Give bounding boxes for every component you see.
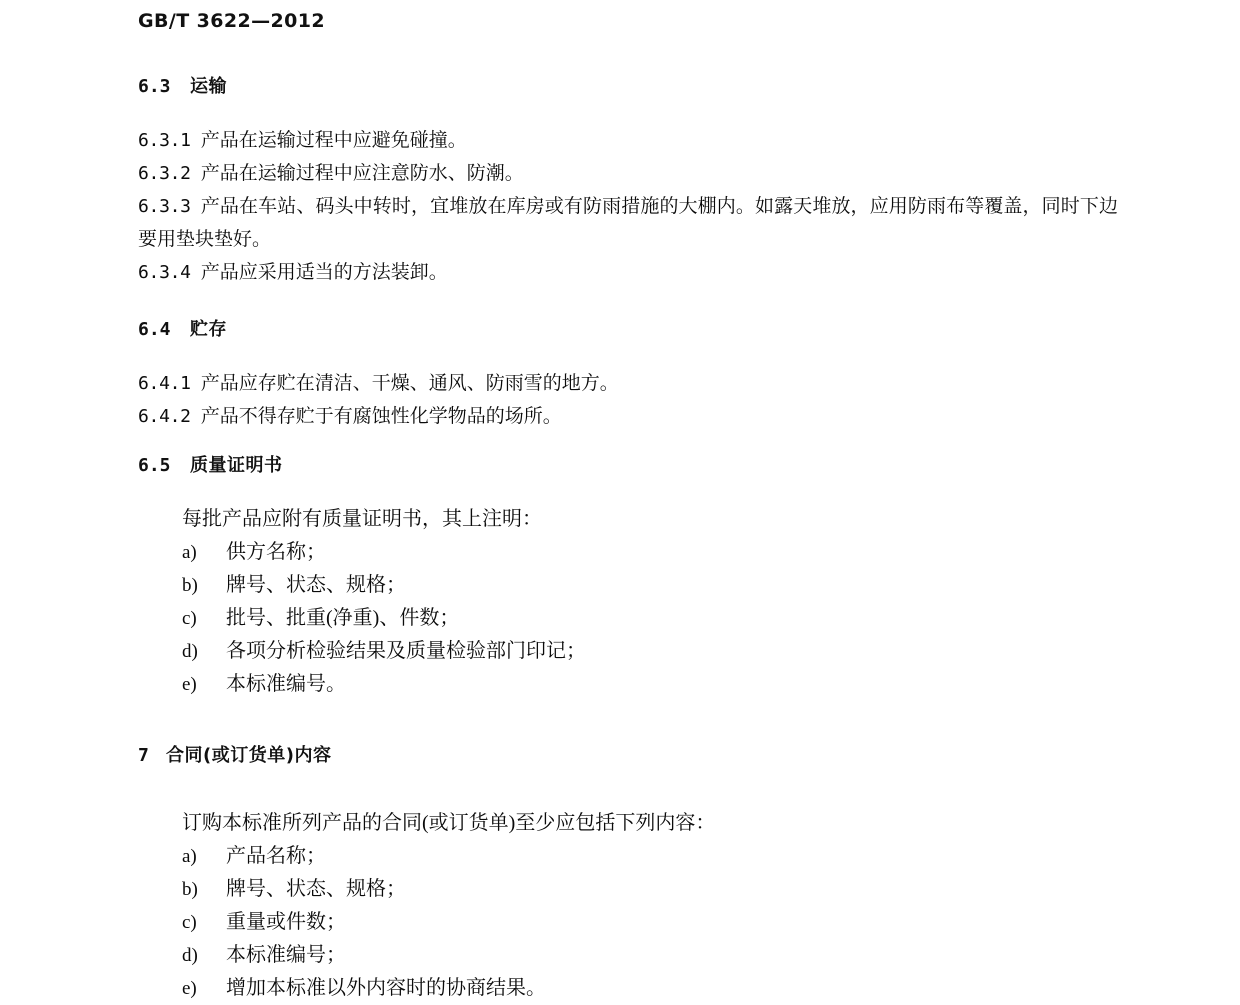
- section-number: 6.5: [138, 455, 171, 476]
- clause-number: 6.3.4: [138, 262, 191, 283]
- clause-6-3-1: [138, 124, 1118, 157]
- clause-text: 产品应采用适当的方法装卸。: [200, 261, 448, 283]
- section-6-5-lead-text: 每批产品应附有质量证明书，其上注明：: [182, 508, 542, 530]
- list-item: [138, 668, 1118, 701]
- list-item-label: a): [182, 542, 197, 563]
- section-number: 6.3: [138, 76, 171, 97]
- section-title: 运输: [190, 76, 227, 97]
- clause-text: 产品在运输过程中应避免碰撞。: [200, 129, 467, 151]
- list-item-text: 供方名称；: [226, 541, 326, 563]
- list-item-label: b): [182, 879, 198, 900]
- list-item: [138, 840, 1118, 873]
- list-item-text: 增加本标准以外内容时的协商结果。: [226, 977, 546, 999]
- list-item-label: c): [182, 912, 197, 933]
- list-item-label: c): [182, 608, 197, 629]
- section-heading-7: [138, 741, 1118, 767]
- list-item-label: b): [182, 575, 198, 596]
- clause-text: 产品在车站、码头中转时，宜堆放在库房或有防雨措施的大棚内。如露天堆放，应用防雨布等覆盖，同时下边要用垫块垫好。: [138, 195, 1118, 250]
- clause-6-4-2: [138, 400, 1118, 433]
- clause-number: 6.4.2: [138, 406, 191, 427]
- clause-number: 6.3.3: [138, 196, 191, 217]
- clause-text: 产品在运输过程中应注意防水、防潮。: [200, 162, 524, 184]
- list-item-text: 本标准编号。: [226, 673, 346, 695]
- list-item-text: 批号、批重(净重)、件数；: [226, 607, 460, 629]
- clause-text: 产品应存贮在清洁、干燥、通风、防雨雪的地方。: [200, 372, 619, 394]
- list-item-text: 本标准编号；: [226, 944, 346, 966]
- list-item-label: e): [182, 978, 197, 999]
- section-number: 6.4: [138, 319, 171, 340]
- clause-6-3-4: [138, 256, 1118, 289]
- clause-number: 6.3.1: [138, 130, 191, 151]
- list-item: [138, 635, 1118, 668]
- list-item: [138, 602, 1118, 635]
- list-item-label: e): [182, 674, 197, 695]
- list-item-label: d): [182, 641, 198, 662]
- list-item-label: a): [182, 846, 197, 867]
- list-item: [138, 939, 1118, 972]
- list-item: [138, 906, 1118, 939]
- section-heading-6-3: [138, 72, 1118, 98]
- section-title: 合同(或订货单)内容: [166, 745, 332, 766]
- list-item: [138, 972, 1118, 1005]
- list-item: [138, 536, 1118, 569]
- clause-text: 产品不得存贮于有腐蚀性化学物品的场所。: [200, 405, 562, 427]
- list-item: [138, 873, 1118, 906]
- clause-6-3-3: [138, 190, 1118, 256]
- section-6-5-list: [138, 536, 1118, 701]
- section-7-list: [138, 840, 1118, 1005]
- section-heading-6-5: [138, 451, 1118, 477]
- list-item-label: d): [182, 945, 198, 966]
- document-body: [138, 72, 1118, 1005]
- list-item-text: 牌号、状态、规格；: [226, 878, 406, 900]
- clause-6-3-2: [138, 157, 1118, 190]
- section-title: 质量证明书: [190, 455, 283, 476]
- clause-6-4-1: [138, 367, 1118, 400]
- section-title: 贮存: [190, 319, 227, 340]
- clause-number: 6.3.2: [138, 163, 191, 184]
- list-item-text: 重量或件数；: [226, 911, 346, 933]
- list-item-text: 产品名称；: [226, 845, 326, 867]
- section-number: 7: [138, 745, 149, 766]
- section-7-lead-text: 订购本标准所列产品的合同(或订货单)至少应包括下列内容：: [182, 812, 716, 834]
- clause-number: 6.4.1: [138, 373, 191, 394]
- list-item-text: 各项分析检验结果及质量检验部门印记；: [226, 640, 586, 662]
- page-header-standard-code: GB/T 3622—2012: [138, 10, 325, 32]
- list-item-text: 牌号、状态、规格；: [226, 574, 406, 596]
- list-item: [138, 569, 1118, 602]
- section-heading-6-4: [138, 315, 1118, 341]
